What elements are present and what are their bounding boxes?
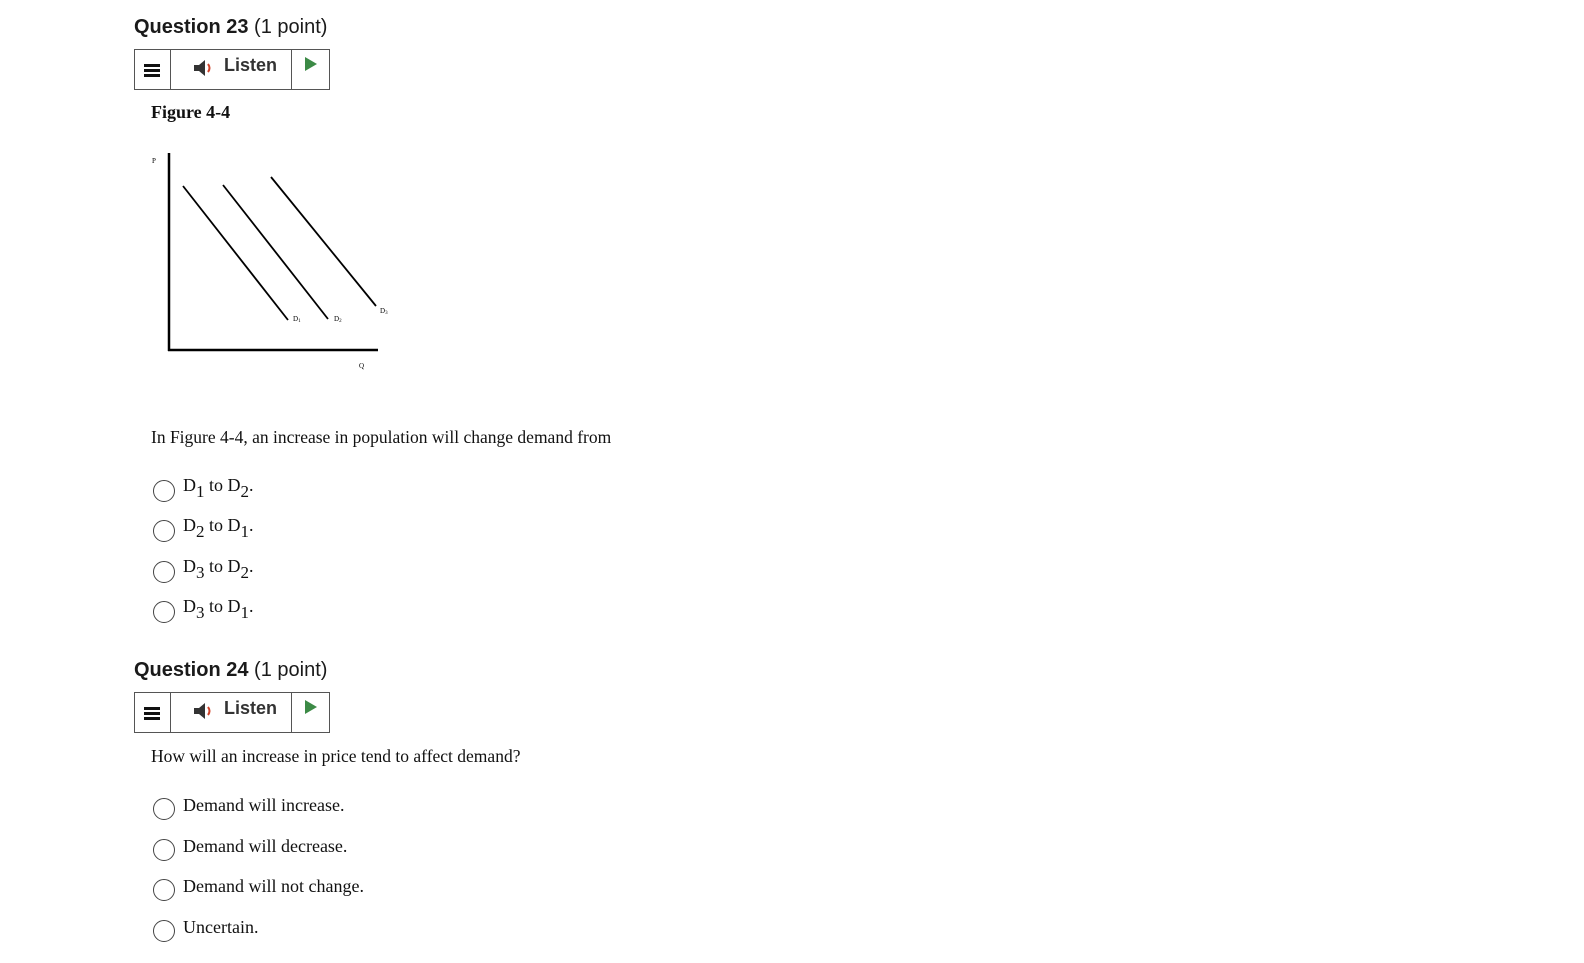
question-prompt: How will an increase in price tend to affect demand? (151, 746, 521, 766)
question-points: (1 point) (248, 16, 328, 38)
radio-button[interactable] (153, 879, 175, 901)
play-button[interactable] (292, 693, 330, 732)
play-icon (304, 699, 318, 715)
radio-button[interactable] (153, 920, 175, 942)
option-label: Demand will decrease. (183, 836, 348, 856)
question-23-header (134, 16, 327, 39)
option-label: $D_2$ to $D_1$. (183, 515, 254, 541)
speaker-icon (192, 700, 216, 722)
radio-button[interactable] (153, 601, 175, 623)
question-points: (1 point) (248, 659, 328, 681)
demand-curve-d2 (223, 185, 328, 319)
play-button[interactable] (292, 50, 330, 89)
curve-label-d2: D2 (334, 315, 342, 324)
play-icon (304, 56, 318, 72)
listen-button[interactable] (170, 693, 292, 732)
option-label: $D_3$ to $D_2$. (183, 556, 254, 582)
option-label: $D_3$ to $D_1$. (183, 596, 254, 622)
radio-button[interactable] (153, 480, 175, 502)
read-aloud-toolbar (134, 692, 330, 733)
question-24-header (134, 659, 327, 682)
listen-label: Listen (224, 698, 278, 718)
question-prompt: In Figure 4-4, an increase in population will change demand from (151, 427, 612, 447)
radio-button[interactable] (153, 561, 175, 583)
option-label: Demand will increase. (183, 795, 345, 815)
curve-label-d3: D3 (380, 307, 388, 316)
speaker-icon (192, 57, 216, 79)
curve-label-d1: D1 (293, 315, 301, 324)
question-number: Question 24 (134, 659, 249, 681)
question-number: Question 23 (134, 16, 249, 38)
radio-button[interactable] (153, 839, 175, 861)
demand-curve-d3 (271, 177, 376, 306)
listen-button[interactable] (170, 50, 292, 89)
radio-button[interactable] (153, 520, 175, 542)
figure-title: Figure 4-4 (151, 102, 231, 122)
read-aloud-toolbar (134, 49, 330, 90)
y-axis-label: P (152, 157, 156, 165)
listen-label: Listen (224, 55, 278, 75)
menu-icon[interactable] (135, 693, 171, 732)
demand-curve-d1 (183, 186, 288, 320)
demand-figure (140, 145, 410, 380)
option-label: Demand will not change. (183, 876, 364, 896)
option-label: $D_1$ to $D_2$. (183, 475, 254, 501)
menu-icon[interactable] (135, 50, 171, 89)
option-label: Uncertain. (183, 917, 259, 937)
radio-button[interactable] (153, 798, 175, 820)
x-axis-label: Q (359, 362, 365, 370)
